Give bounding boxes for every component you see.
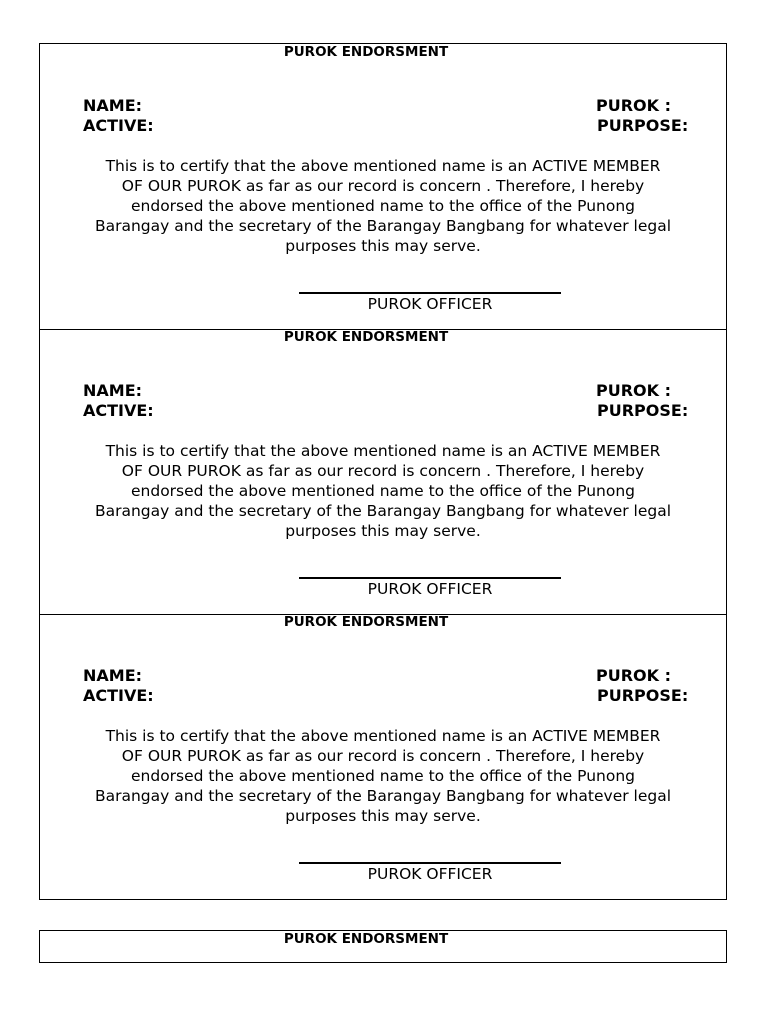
certification-text: This is to certify that the above mentioned name is an ACTIVE MEMBER OF OUR PUROK as far as our record is concern . Therefore, I hereby endorsed the above mentioned name to the office of the Punong Barangay and the secretary of the Barangay Bangbang for whatever legal purposes this may serve.	[94, 727, 672, 825]
signatory-label: PUROK OFFICER	[367, 295, 493, 313]
form-title: PUROK ENDORSMENT	[283, 931, 449, 947]
name-label: NAME:	[83, 666, 143, 685]
certification-text: This is to certify that the above mentioned name is an ACTIVE MEMBER OF OUR PUROK as far as our record is concern . Therefore, I hereby endorsed the above mentioned name to the office of the Punong Barangay and the secretary of the Barangay Bangbang for whatever legal purposes this may serve.	[94, 157, 672, 255]
active-label: ACTIVE:	[83, 401, 154, 420]
form-title: PUROK ENDORSMENT	[283, 614, 449, 630]
name-label: NAME:	[83, 381, 143, 400]
name-label: NAME:	[83, 96, 143, 115]
active-label: ACTIVE:	[83, 686, 154, 705]
endorsement-form-1	[39, 43, 727, 330]
purok-label: PUROK :	[596, 96, 672, 115]
purpose-label: PURPOSE:	[597, 116, 689, 135]
purpose-label: PURPOSE:	[597, 401, 689, 420]
purok-label: PUROK :	[596, 666, 672, 685]
signatory-label: PUROK OFFICER	[367, 580, 493, 598]
certification-text: This is to certify that the above mentioned name is an ACTIVE MEMBER OF OUR PUROK as far as our record is concern . Therefore, I hereby endorsed the above mentioned name to the office of the Punong Barangay and the secretary of the Barangay Bangbang for whatever legal purposes this may serve.	[94, 442, 672, 540]
endorsement-form-2	[39, 329, 727, 615]
signatory-label: PUROK OFFICER	[367, 865, 493, 883]
endorsement-form-3	[39, 614, 727, 900]
active-label: ACTIVE:	[83, 116, 154, 135]
purok-label: PUROK :	[596, 381, 672, 400]
form-title: PUROK ENDORSMENT	[283, 329, 449, 345]
form-title: PUROK ENDORSMENT	[283, 44, 449, 60]
purpose-label: PURPOSE:	[597, 686, 689, 705]
endorsement-form-4	[39, 930, 727, 963]
